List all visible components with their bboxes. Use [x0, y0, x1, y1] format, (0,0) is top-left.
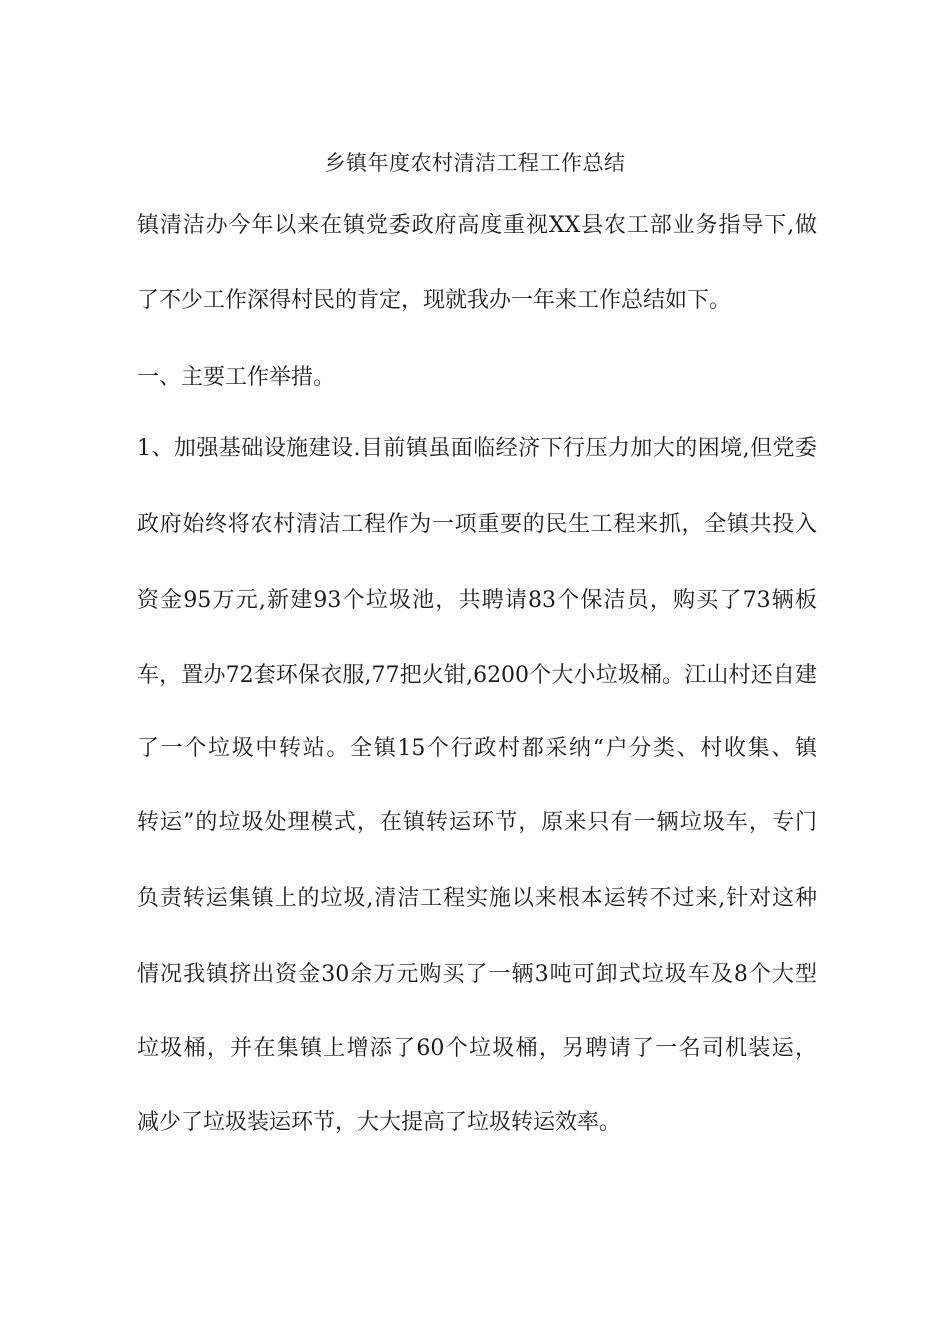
- paragraph-line: 情况我镇挤出资金30余万元购买了一辆3吨可卸式垃圾车及8个大型: [137, 962, 817, 987]
- paragraph-line: 垃圾桶，并在集镇上增添了60个垃圾桶，另聘请了一名司机装运，: [137, 1036, 817, 1061]
- paragraph-line: 1、加强基础设施建设.目前镇虽面临经济下行压力加大的困境,但党委: [137, 436, 817, 461]
- paragraph-line: 了一个垃圾中转站。全镇15个行政村都采纳“户分类、村收集、镇: [137, 736, 817, 761]
- section-heading: 一、主要工作举措。: [137, 365, 336, 390]
- paragraph-line: 车，置办72套环保衣服,77把火钳,6200个大小垃圾桶。江山村还自建: [137, 663, 817, 688]
- paragraph-line: 减少了垃圾装运环节，大大提高了垃圾转运效率。: [137, 1110, 622, 1135]
- paragraph-line: 资金95万元,新建93个垃圾池，共聘请83个保洁员，购买了73辆板: [137, 588, 817, 613]
- paragraph-line: 转运”的垃圾处理模式，在镇转运环节，原来只有一辆垃圾车，专门: [137, 810, 817, 835]
- paragraph-line: 负责转运集镇上的垃圾,清洁工程实施以来根本运转不过来,针对这种: [137, 886, 817, 911]
- paragraph-line: 政府始终将农村清洁工程作为一项重要的民生工程来抓，全镇共投入: [137, 512, 817, 537]
- document-title: 乡镇年度农村清洁工程工作总结: [324, 151, 626, 175]
- paragraph-line: 了不少工作深得村民的肯定，现就我办一年来工作总结如下。: [137, 288, 732, 313]
- paragraph-line: 镇清洁办今年以来在镇党委政府高度重视XX县农工部业务指导下,做: [137, 213, 817, 238]
